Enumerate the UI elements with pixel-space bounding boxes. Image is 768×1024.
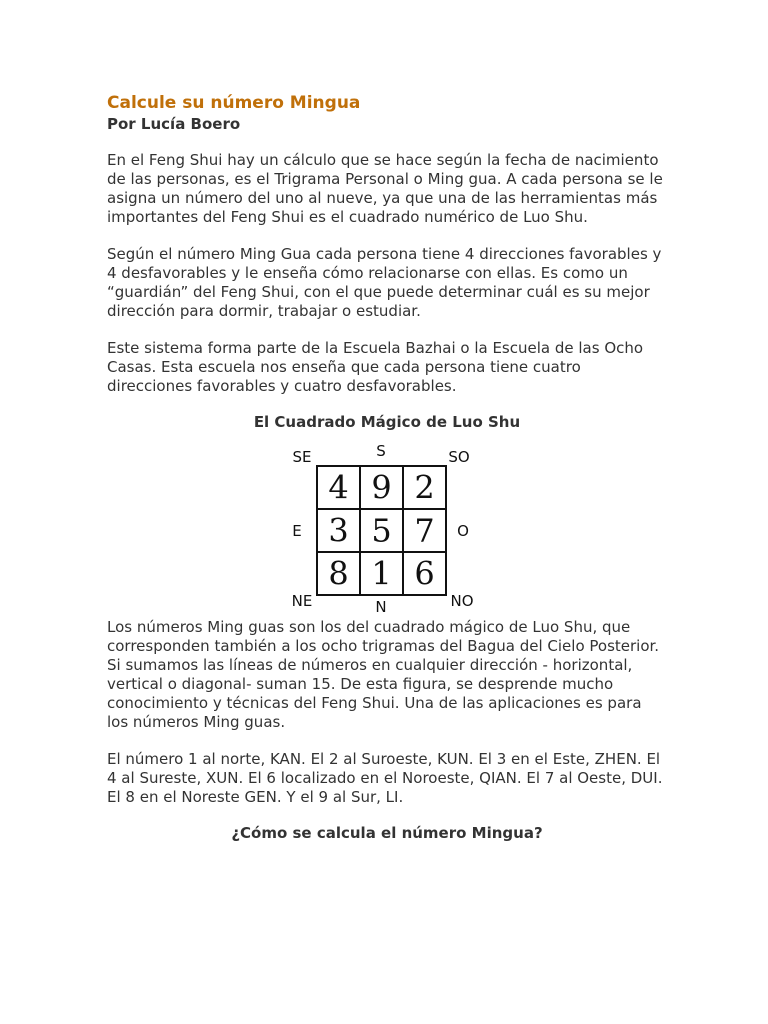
square-cell-number: 5 xyxy=(371,511,392,550)
document-author: Por Lucía Boero xyxy=(107,115,241,133)
square-cell-number: 8 xyxy=(328,554,349,593)
label-east: E xyxy=(292,522,302,540)
document-page xyxy=(107,92,667,843)
square-cell-number: 6 xyxy=(414,554,435,593)
square-cell-number: 2 xyxy=(414,468,435,507)
label-northwest: NO xyxy=(450,592,474,610)
label-north: N xyxy=(375,598,387,612)
magic-square-figure xyxy=(107,440,667,618)
square-cell-number: 1 xyxy=(371,554,392,593)
square-cell-number: 4 xyxy=(328,468,349,507)
paragraph-directions: El número 1 al norte, KAN. El 2 al Suroeste, KUN. El 3 en el Este, ZHEN. El 4 al Sureste, XUN. El 6 localizado en el Noroeste, QIAN. El 7 al Oeste, DUI. El 8 en el Noreste GEN. Y el 9 al Sur, LI. xyxy=(107,750,663,806)
square-cell-number: 9 xyxy=(371,468,392,507)
square-cell-number: 7 xyxy=(414,511,435,550)
label-southwest: SO xyxy=(448,448,470,466)
paragraph-bazhai: Este sistema forma parte de la Escuela Bazhai o la Escuela de las Ocho Casas. Esta escuela nos enseña que cada persona tiene cuatro direcciones favorables y cuatro desfavorables. xyxy=(107,339,644,395)
square-cell-number: 3 xyxy=(328,511,349,550)
label-southeast: SE xyxy=(292,448,312,466)
magic-square-heading: El Cuadrado Mágico de Luo Shu xyxy=(253,413,521,431)
paragraph-ming-gua: Según el número Ming Gua cada persona tiene 4 direcciones favorables y 4 desfavorables y le enseña cómo relacionarse con ellas. Es como un “guardián” del Feng Shui, con el que puede determinar cuál es su mejor dirección para dormir, trabajar o estudiar. xyxy=(107,245,662,320)
label-south: S xyxy=(376,442,386,460)
document-title: Calcule su número Mingua xyxy=(107,93,361,113)
paragraph-intro: En el Feng Shui hay un cálculo que se hace según la fecha de nacimiento de las personas, es el Trigrama Personal o Ming gua. A cada persona se le asigna un número del uno al nueve, ya que una de las herramientas más importantes del Feng Shui es el cuadrado numérico de Luo Shu. xyxy=(107,151,663,226)
label-west: O xyxy=(457,522,469,540)
label-northeast: NE xyxy=(291,592,313,610)
luo-shu-square xyxy=(287,440,487,612)
section-heading-calculation: ¿Cómo se calcula el número Mingua? xyxy=(231,824,543,842)
paragraph-luo-shu: Los números Ming guas son los del cuadrado mágico de Luo Shu, que corresponden también a los ocho trigramas del Bagua del Cielo Posterior. Si sumamos las líneas de números en cualquier dirección - horizontal, vertical o diagonal- suman 15. De esta figura, se desprende mucho conocimiento y técnicas del Feng Shui. Una de las aplicaciones es para los números Ming guas. xyxy=(107,618,660,731)
